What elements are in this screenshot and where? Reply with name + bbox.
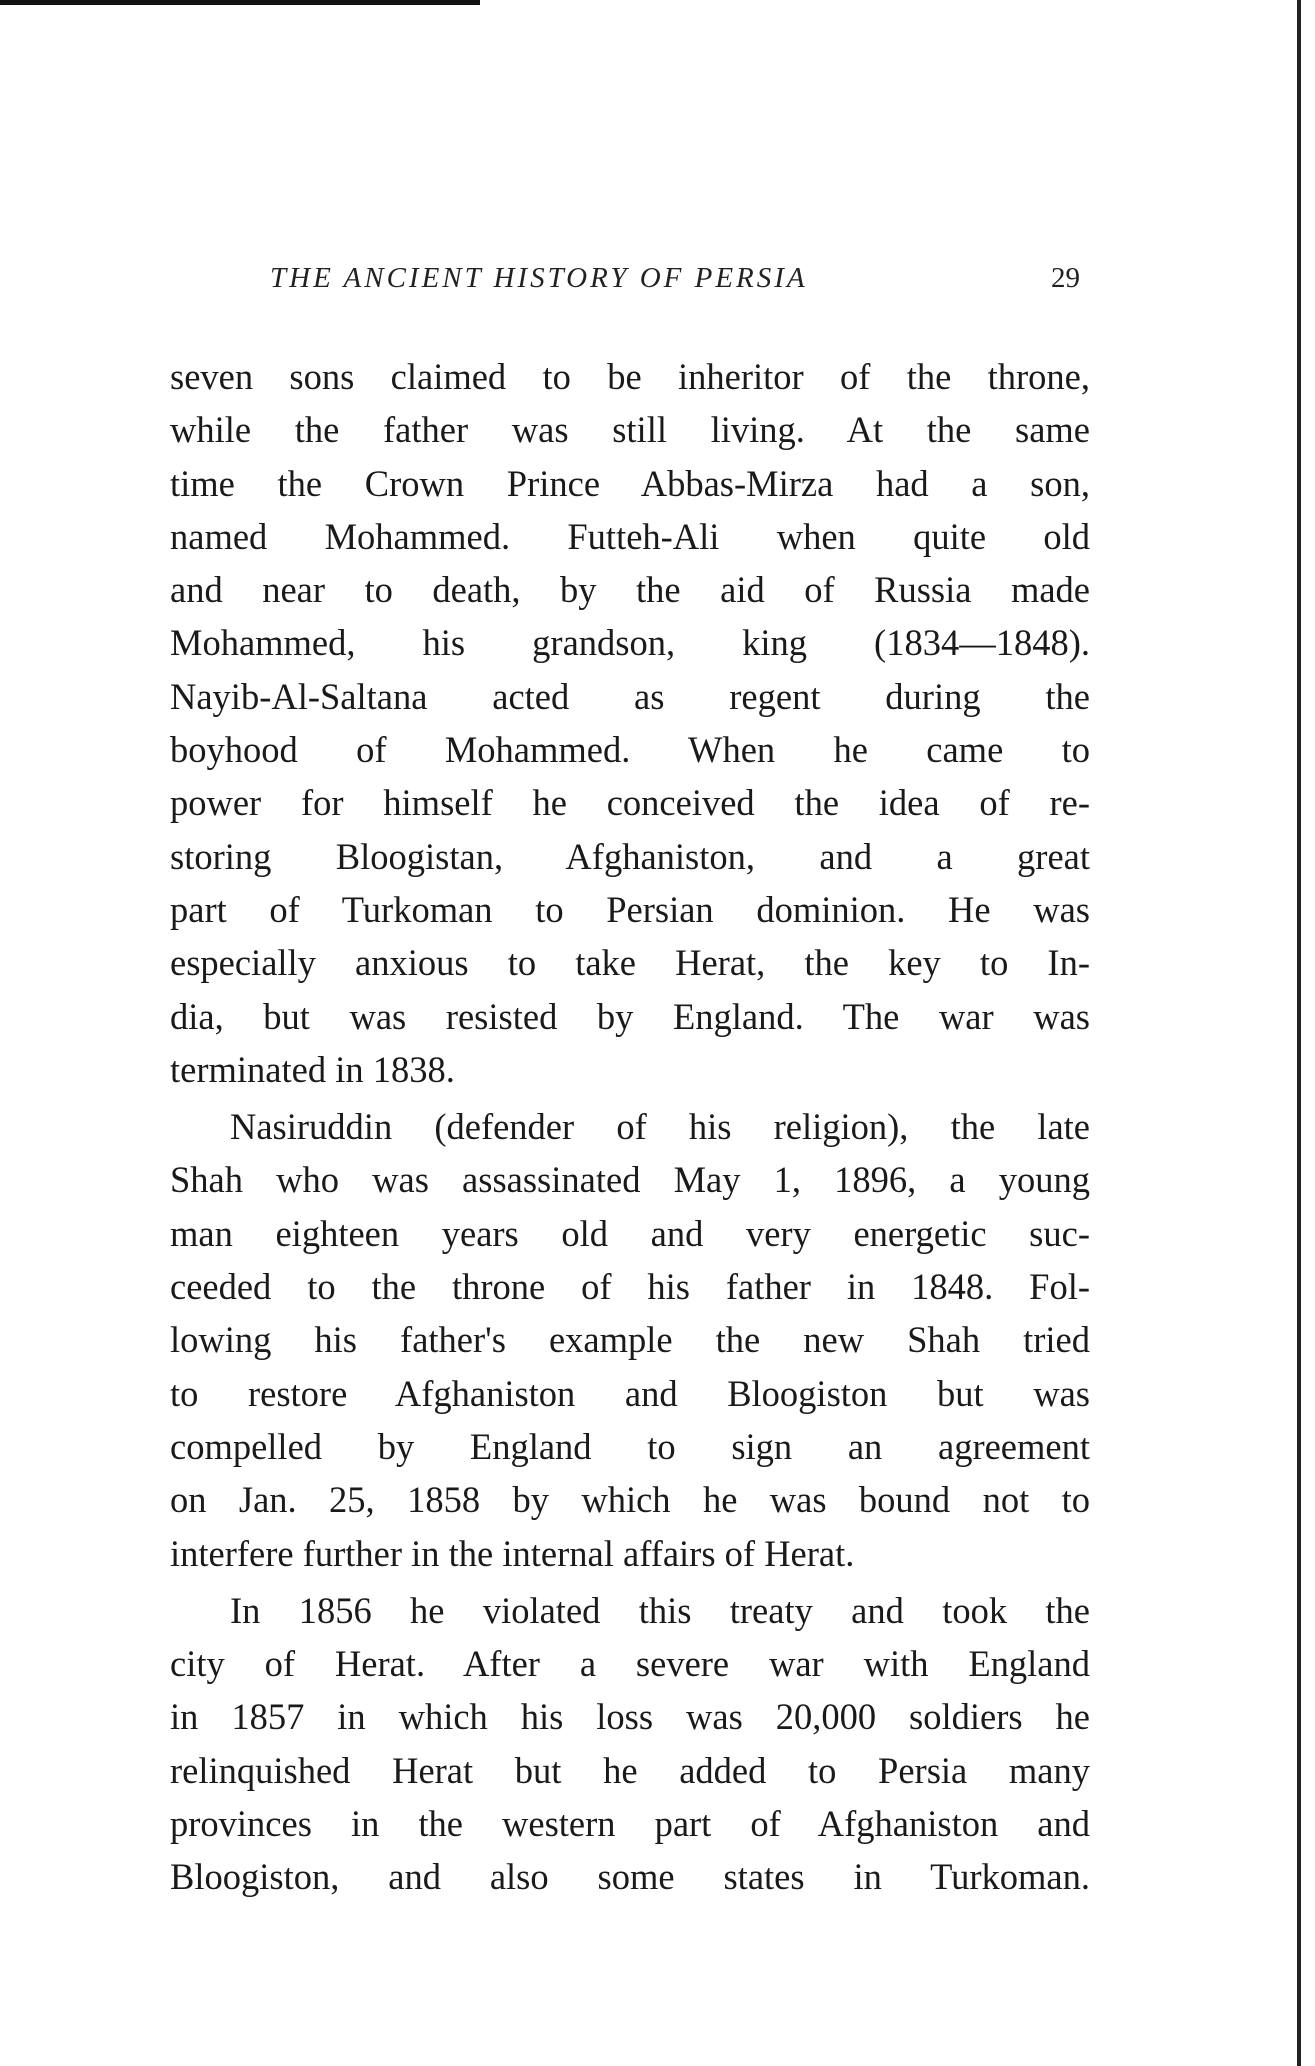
text-line: on Jan. 25, 1858 by which he was bound not to <box>170 1479 1090 1521</box>
text-line: Shah who was assassinated May 1, 1896, a young <box>170 1159 1090 1201</box>
text-line: while the father was still living. At the same <box>170 409 1090 451</box>
text-line: to restore Afghaniston and Bloogiston but was <box>170 1372 1090 1414</box>
page-number: 29 <box>1051 262 1080 294</box>
text-line: Nasiruddin (defender of his religion), the late <box>230 1106 1090 1148</box>
paragraph-3 <box>170 1584 1090 1904</box>
text-line: ceeded to the throne of his father in 1848. Fol- <box>170 1266 1090 1308</box>
text-line: lowing his father's example the new Shah tried <box>170 1319 1090 1361</box>
text-line: seven sons claimed to be inheritor of the throne, <box>170 356 1090 397</box>
text-line: in 1857 in which his loss was 20,000 soldiers he <box>170 1696 1090 1738</box>
text-line: power for himself he conceived the idea of re- <box>170 782 1090 824</box>
text-line: interfere further in the internal affairs of Herat. <box>170 1532 855 1574</box>
text-line: man eighteen years old and very energetic suc- <box>170 1212 1090 1254</box>
paragraph-2 <box>170 1100 1090 1580</box>
text-line: part of Turkoman to Persian dominion. He was <box>170 888 1090 930</box>
text-line: provinces in the western part of Afghaniston and <box>170 1803 1090 1845</box>
text-line: relinquished Herat but he added to Persia many <box>170 1749 1090 1791</box>
text-line: terminated in 1838. <box>170 1048 455 1090</box>
page-right-edge <box>1297 0 1301 2066</box>
text-line: and near to death, by the aid of Russia made <box>170 569 1090 611</box>
text-line: Nayib-Al-Saltana acted as regent during the <box>170 675 1090 717</box>
text-line: especially anxious to take Herat, the key to In- <box>170 942 1090 984</box>
text-line: Mohammed, his grandson, king (1834—1848). <box>170 622 1090 664</box>
text-line: time the Crown Prince Abbas-Mirza had a son, <box>170 462 1090 504</box>
running-header <box>170 262 1090 302</box>
text-line: named Mohammed. Futteh-Ali when quite old <box>170 515 1090 557</box>
text-line: In 1856 he violated this treaty and took the <box>230 1589 1090 1631</box>
text-line: compelled by England to sign an agreement <box>170 1425 1090 1467</box>
text-line: boyhood of Mohammed. When he came to <box>170 729 1090 771</box>
text-line: city of Herat. After a severe war with England <box>170 1643 1090 1685</box>
text-line: storing Bloogistan, Afghaniston, and a great <box>170 835 1090 877</box>
running-title: THE ANCIENT HISTORY OF PERSIA <box>270 262 808 294</box>
text-line: dia, but was resisted by England. The war was <box>170 995 1090 1037</box>
body-text <box>170 350 1090 1904</box>
text-line: Bloogiston, and also some states in Turkoman. <box>170 1856 1090 1898</box>
top-edge-rule <box>0 0 480 5</box>
paragraph-1 <box>170 350 1090 1096</box>
